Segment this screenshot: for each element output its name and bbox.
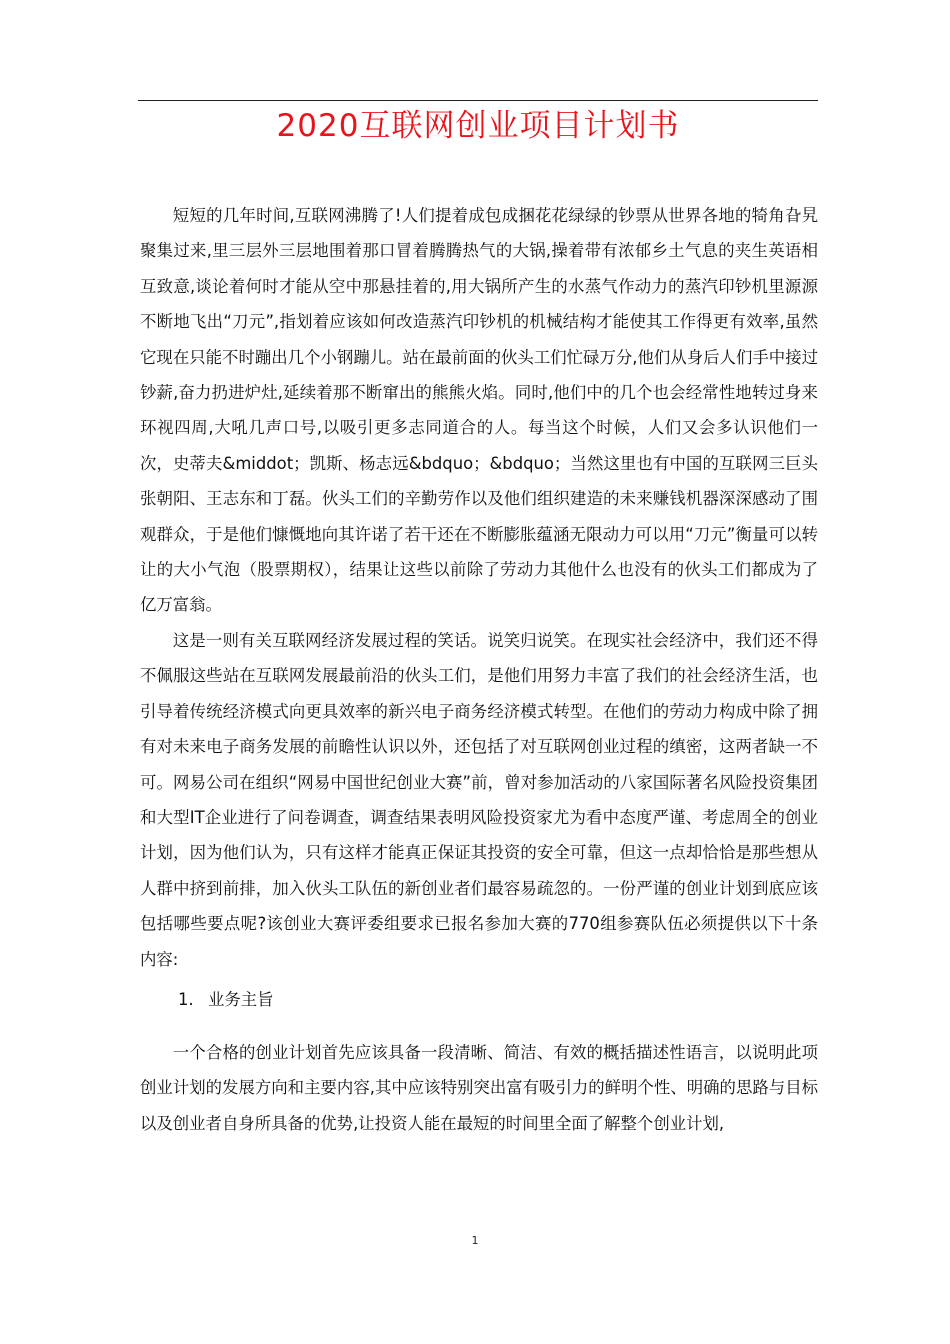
- list-item-number: 1.: [178, 990, 194, 1010]
- document-title: 2020互联网创业项目计划书: [276, 108, 680, 144]
- document-body: [140, 198, 818, 1141]
- list-item-business-purpose: [140, 977, 818, 1023]
- header-rule: [138, 100, 818, 101]
- paragraph-3: 一个合格的创业计划首先应该具备一段清晰、简洁、有效的概括描述性语言，以说明此项创业计划的发展方向和主要内容,其中应该特别突出富有吸引力的鲜明个性、明确的思路与目标以及创业者自身所具备的优势,让投资人能在最短的时间里全面了解整个创业计划,: [140, 1042, 818, 1133]
- list-item-label: 业务主旨: [208, 990, 274, 1010]
- paragraph-1: 短短的几年时间,互联网沸腾了!人们提着成包成捆花花绿绿的钞票从世界各地的犄角旮旯聚集过来,里三层外三层地围着那口冒着腾腾热气的大锅,操着带有浓郁乡土气息的夹生英语相互致意,谈论着何时才能从空中那悬挂着的,用大锅所产生的水蒸气作动力的蒸汽印钞机里源源不断地飞出“刀元”,指划着应该如何改造蒸汽印钞机的机械结构才能使其工作得更有效率,虽然它现在只能不时蹦出几个小钢蹦儿。站在最前面的伙头工们忙碌万分,他们从身后人们手中接过钞薪,奋力扔进炉灶,延续着那不断窜出的熊熊火焰。同时,他们中的几个也会经常性地转过身来环视四周,大吼几声口号,以吸引更多志同道合的人。每当这个时候，人们又会多认识他们一次，史蒂夫&middot；凯斯、杨志远&bdquo；&bdquo；当然这里也有中国的互联网三巨头张朝阳、王志东和丁磊。伙头工们的辛勤劳作以及他们组织建造的未来赚钱机器深深感动了围观群众，于是他们慷慨地向其许诺了若干还在不断膨胀蕴涵无限动力可以用“刀元”衡量可以转让的大小气泡（股票期权），结果让这些以前除了劳动力其他什么也没有的伙头工们都成为了亿万富翁。: [140, 206, 818, 615]
- page-number: 1: [471, 1234, 479, 1247]
- paragraph-2: 这是一则有关互联网经济发展过程的笑话。说笑归说笑。在现实社会经济中，我们还不得不佩服这些站在互联网发展最前沿的伙头工们，是他们用努力丰富了我们的社会经济生活，也引导着传统经济模式向更具效率的新兴电子商务经济模式转型。在他们的劳动力构成中除了拥有对未来电子商务发展的前瞻性认识以外，还包括了对互联网创业过程的缜密，这两者缺一不可。网易公司在组织“网易中国世纪创业大赛”前，曾对参加活动的八家国际著名风险投资集团和大型IT企业进行了问卷调查，调查结果表明风险投资家尤为看中态度严谨、考虑周全的创业计划，因为他们认为，只有这样才能真正保证其投资的安全可靠，但这一点却恰恰是那些想从人群中挤到前排，加入伙头工队伍的新创业者们最容易疏忽的。一份严谨的创业计划到底应该包括哪些要点呢?该创业大赛评委组要求已报名参加大赛的770组参赛队伍必须提供以下十条内容:: [140, 630, 818, 969]
